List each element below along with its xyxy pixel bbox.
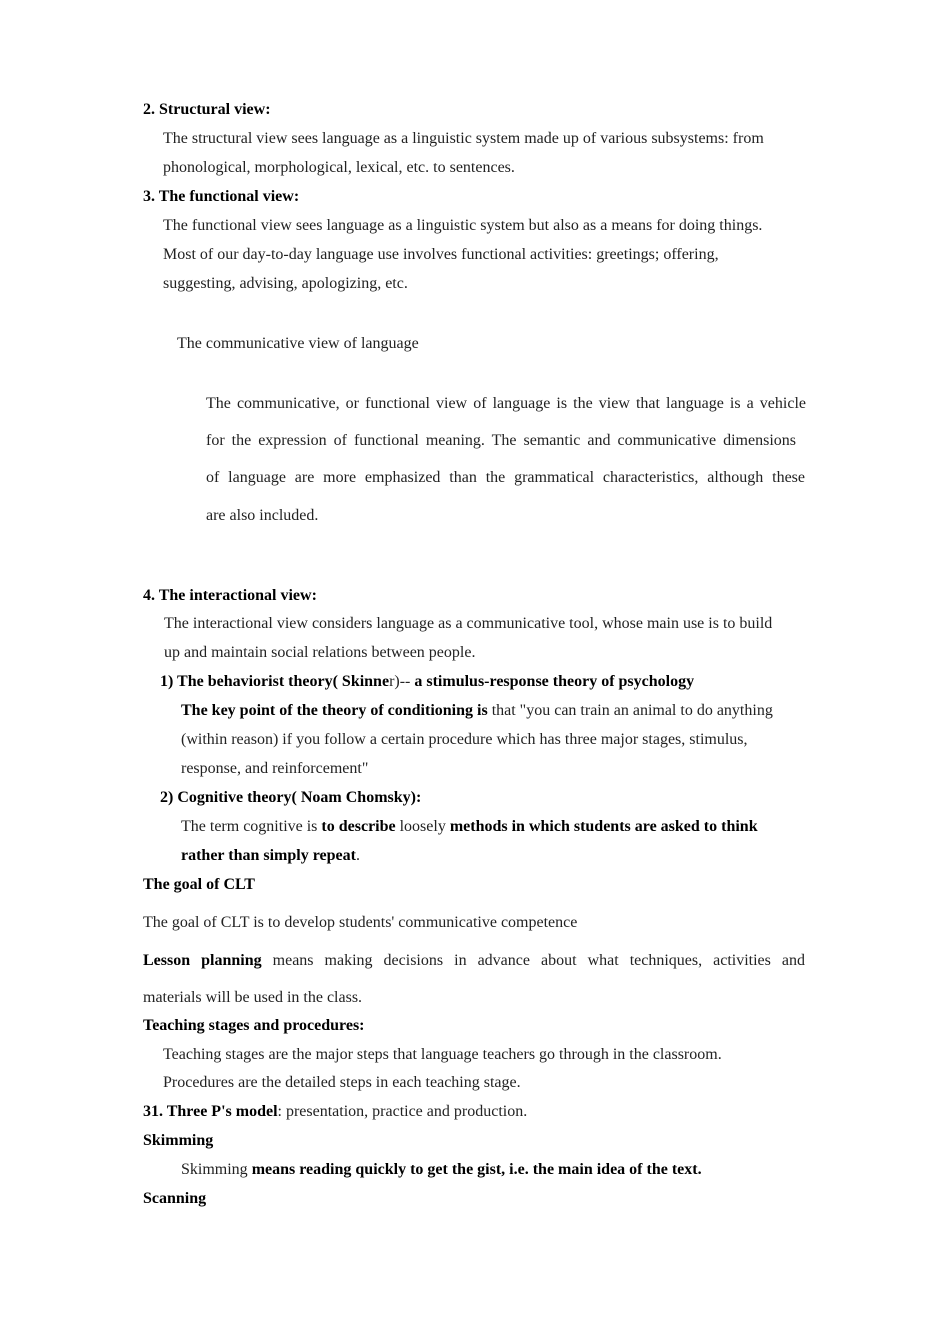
bold-text: Scanning [143, 1190, 207, 1207]
text-segment: The term cognitive is [181, 818, 322, 835]
bold-text: Skimming [143, 1132, 214, 1149]
text-segment: of language are more emphasized than the grammatical characteristics, although these [206, 469, 805, 486]
text-segment: The interactional view considers language as a communicative tool, whose main use is to build [164, 615, 773, 632]
bold-text: 1) The behaviorist theory( Skinne [160, 673, 390, 690]
text-segment: up and maintain social relations between people. [164, 644, 476, 661]
text-line [181, 846, 360, 866]
bold-text: The goal of CLT [143, 876, 255, 893]
text-segment: The functional view sees language as a linguistic system but also as a means for doing things. [163, 217, 763, 234]
text-line [143, 951, 805, 971]
text-line [164, 643, 475, 663]
text-segment: (within reason) if you follow a certain procedure which has three major stages, stimulus, [181, 731, 748, 748]
text-segment: Procedures are the detailed steps in each teaching stage. [163, 1074, 521, 1091]
text-segment: for the expression of functional meaning. The semantic and communicative dimensions [206, 432, 796, 449]
bold-text: Teaching stages and procedures: [143, 1017, 365, 1034]
text-segment: The communicative view of language [177, 335, 419, 352]
bold-text: rather than simply repeat [181, 847, 356, 864]
text-segment: phonological, morphological, lexical, etc. to sentences. [163, 159, 515, 176]
bold-text: Lesson planning [143, 952, 262, 969]
section-heading [143, 586, 317, 606]
text-segment: response, and reinforcement" [181, 760, 369, 777]
bold-text: 2) Cognitive theory( Noam Chomsky): [160, 789, 422, 806]
section-heading [143, 1131, 213, 1151]
section-heading [143, 1016, 365, 1036]
text-segment: The communicative, or functional view of language is the view that language is a vehicle [206, 395, 806, 412]
bold-text: methods in which students are asked to think [449, 818, 758, 835]
text-segment: suggesting, advising, apologizing, etc. [163, 275, 408, 292]
bold-text: 3. The functional view: [143, 188, 300, 205]
text-line [164, 614, 772, 634]
text-line [181, 701, 773, 721]
bold-text: 4. The interactional view: [143, 587, 317, 604]
text-line [181, 759, 368, 779]
text-line [143, 1102, 527, 1122]
text-segment: Skimming [181, 1161, 252, 1178]
text-line [181, 1160, 702, 1180]
text-segment: The structural view sees language as a linguistic system made up of various subsystems: from [163, 130, 764, 147]
section-heading [143, 1189, 206, 1209]
text-line [163, 1073, 521, 1093]
text-line [181, 730, 748, 750]
bold-text: means reading quickly to get the gist, i.e. the main idea of the text. [251, 1161, 702, 1178]
text-line [206, 468, 805, 488]
text-line [163, 129, 764, 149]
text-segment: r)-- [389, 673, 415, 690]
bold-text: The key point of the theory of conditioning is [181, 702, 488, 719]
bold-text: 2. Structural view: [143, 101, 271, 118]
text-line [143, 988, 362, 1008]
section-heading [143, 100, 271, 120]
text-segment: The goal of CLT is to develop students' communicative competence [143, 914, 578, 931]
bold-text: to describe [321, 818, 396, 835]
text-segment: materials will be used in the class. [143, 989, 363, 1006]
text-line [177, 334, 419, 354]
section-heading [160, 788, 421, 808]
text-segment: that "you can train an animal to do anything [487, 702, 773, 719]
text-line [206, 506, 318, 526]
text-line [206, 431, 796, 451]
text-segment: . [355, 847, 360, 864]
text-segment: Most of our day-to-day language use involves functional activities: greetings; offering, [163, 246, 719, 263]
text-segment: Teaching stages are the major steps that language teachers go through in the classroom. [163, 1046, 722, 1063]
text-line [181, 817, 758, 837]
text-line [163, 245, 719, 265]
bold-text: a stimulus-response theory of psychology [414, 673, 695, 690]
text-segment: means making decisions in advance about what techniques, activities and [261, 952, 806, 969]
text-line [163, 1045, 722, 1065]
text-segment: : presentation, practice and production. [277, 1103, 528, 1120]
text-line [163, 158, 515, 178]
text-segment: loosely [395, 818, 450, 835]
text-line [163, 216, 762, 236]
bold-text: 31. Three P's model [143, 1103, 278, 1120]
text-segment: are also included. [206, 507, 319, 524]
section-heading [143, 187, 299, 207]
text-line [143, 913, 577, 933]
text-line [206, 394, 806, 414]
text-line [163, 274, 408, 294]
section-heading [143, 875, 255, 895]
text-line [160, 672, 694, 692]
